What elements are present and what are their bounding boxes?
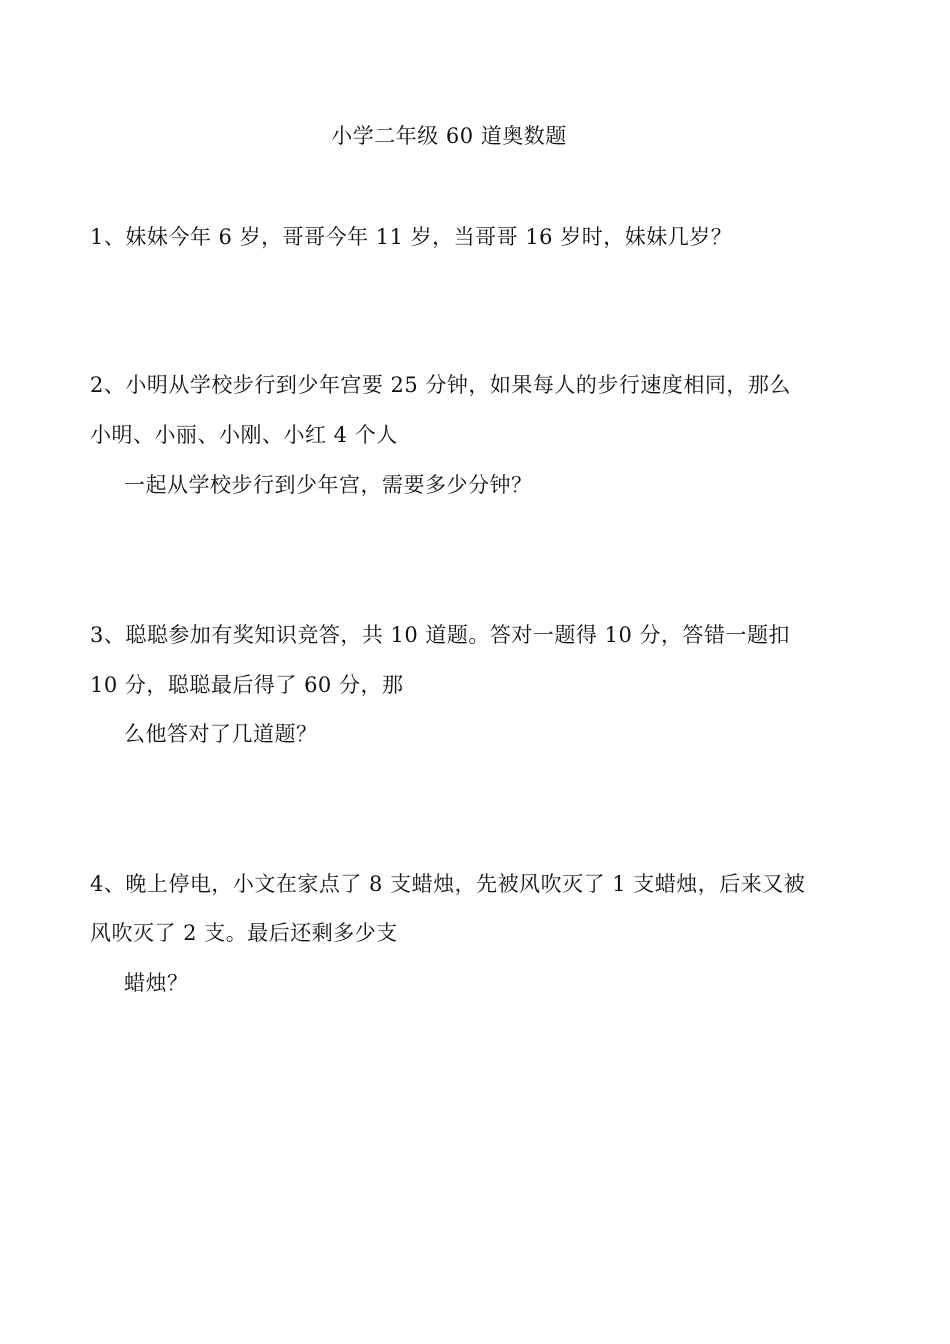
question-2-line-3: 一起从学校步行到少年宫，需要多少分钟？ <box>124 473 533 497</box>
question-4-line-3: 蜡烛？ <box>124 971 189 995</box>
page-title: 小学二年级 60 道奥数题 <box>331 124 567 148</box>
question-3-line-3: 么他答对了几道题？ <box>124 722 318 746</box>
question-2-line-1: 2、小明从学校步行到少年宫要 25 分钟，如果每人的步行速度相同，那么 <box>90 373 791 397</box>
question-4-line-1: 4、晚上停电，小文在家点了 8 支蜡烛，先被风吹灭了 1 支蜡烛，后来又被 <box>90 872 806 896</box>
question-3-line-2: 10 分，聪聪最后得了 60 分，那 <box>90 673 404 697</box>
question-2-line-2: 小明、小丽、小刚、小红 4 个人 <box>90 423 398 447</box>
question-1-line-1: 1、妹妹今年 6 岁，哥哥今年 11 岁，当哥哥 16 岁时，妹妹几岁？ <box>90 225 733 249</box>
question-3-line-1: 3、聪聪参加有奖知识竞答，共 10 道题。答对一题得 10 分，答错一题扣 <box>90 623 791 647</box>
question-4-line-2: 风吹灭了 2 支。最后还剩多少支 <box>90 921 398 945</box>
